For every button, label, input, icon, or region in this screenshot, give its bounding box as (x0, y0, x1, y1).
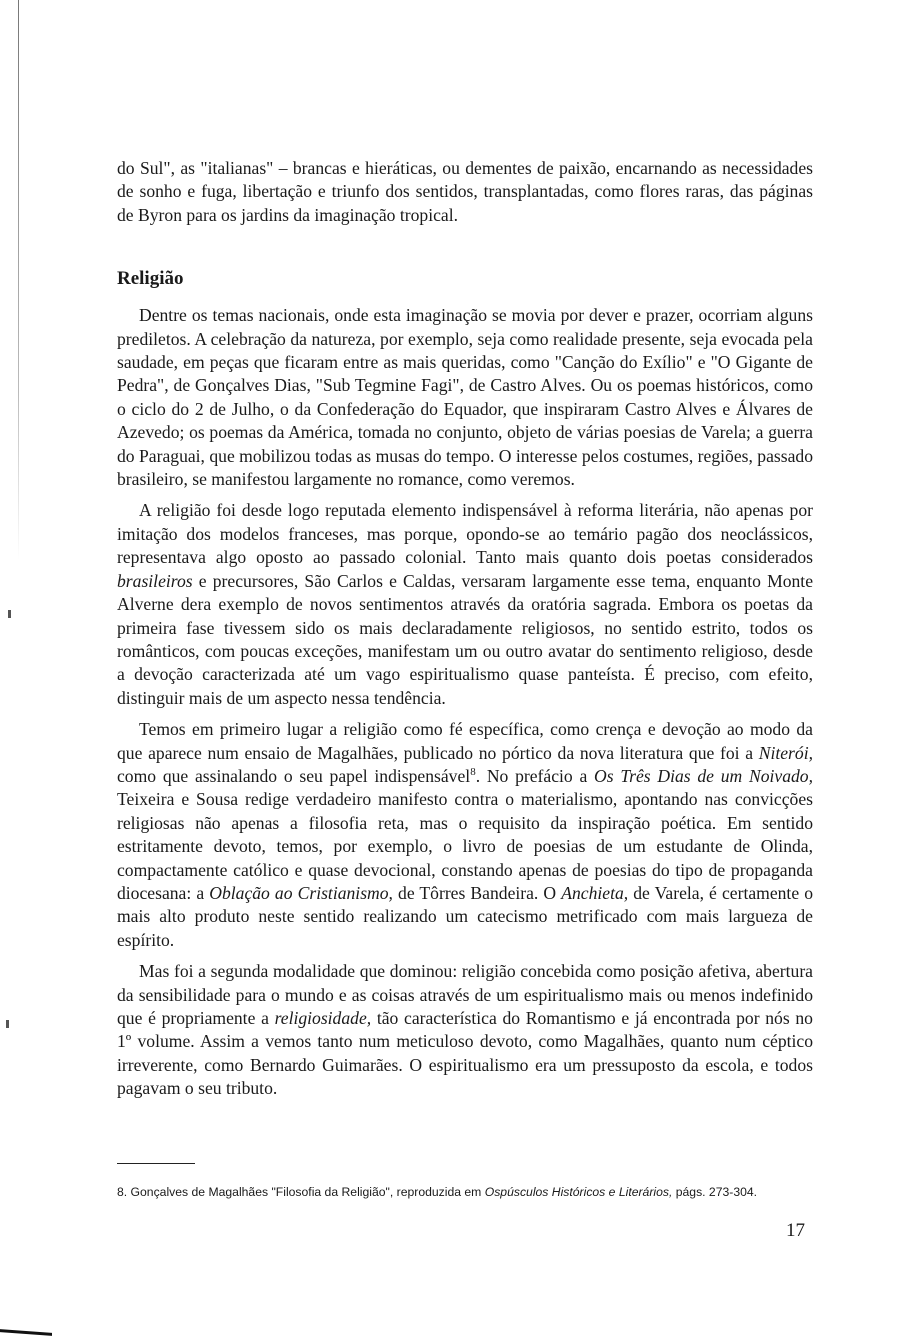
emphasis: religiosidade, (274, 1008, 372, 1028)
section-title: Religião (117, 268, 184, 290)
emphasis: Ospúsculos Históricos e Literários, (484, 1185, 673, 1200)
paragraph-2: A religião foi desde logo reputada elemento indispensável à reforma literária, não apenas por imitação dos modelos franceses, mas porque, opondo-se ao temário pagão dos neoclássicos, representava algo oposto ao passado colonial. Tanto mais quanto dois poetas considerados brasileiros e precursores, São Carlos e Caldas, versaram largamente esse tema, enquanto Monte Alverne dera exemplo de novos sentimentos através da oratória sagrada. Embora os poetas da primeira fase tivessem sido os mais declaradamente religiosos, no sentido estrito, todos os românticos, com poucas exceções, manifestam um ou outro avatar do sentimento religioso, desde a devoção caracterizada até um vago espiritualismo quase panteísta. É preciso, com efeito, distinguir mais de um aspecto nessa tendência. (117, 500, 813, 708)
scan-speck (8, 610, 11, 618)
scan-speck (6, 1020, 9, 1028)
emphasis: Anchieta, (561, 882, 629, 903)
page-body (117, 157, 813, 1109)
page-number: 17 (786, 1220, 805, 1241)
paragraph-1: Dentre os temas nacionais, onde esta imaginação se movia por dever e prazer, ocorriam alguns prediletos. A celebração da natureza, por exemplo, seja como realidade presente, seja evocada pela saudade, em peças que ficaram entre as mais queridas, como "Canção do Exílio" e "O Gigante de Pedra", de Gonçalves Dias, "Sub Tegmine Fagi", de Castro Alves. Ou os poemas históricos, como o ciclo do 2 de Julho, o da Confederação do Equador, que inspiraram Castro Alves e Álvares de Azevedo; os poemas da América, tomada no conjunto, objeto de várias poesias de Varela; a guerra do Paraguai, que mobilizou todas as musas do tempo. O interesse pelos costumes, regiões, passado brasileiro, se manifestou largamente no romance, como veremos. (117, 305, 813, 490)
scan-border-left (18, 0, 19, 560)
scan-corner-mark (0, 1329, 52, 1336)
footnote: 8. Gonçalves de Magalhães "Filosofia da Religião", reproduzida em Ospúsculos Históricos e Literários, págs. 273-304. (117, 1185, 758, 1200)
emphasis: brasileiros (117, 570, 193, 591)
footnote-divider (117, 1163, 195, 1164)
paragraph-3: Temos em primeiro lugar a religião como fé específica, como crença e devoção ao modo da que aparece num ensaio de Magalhães, publicado no pórtico da nova literatura que foi a Niterói, como que assinalando o seu papel indispensável$^8$. No prefácio a Os Três Dias de um Noivado, Teixeira e Sousa redige verdadeiro manifesto contra o materialismo, apontando nas convicções religiosas não apenas a filosofia reta, mas o requisito da inspiração poética. Em sentido estritamente devoto, temos, por exemplo, o livro de poesias de um estudante de Olinda, compactamente católico e quase devocional, constando apenas de poesias do tipo de propaganda diocesana: a Oblação ao Cristianismo, de Tôrres Bandeira. O Anchieta, de Varela, é certamente o mais alto produto neste sentido realizando um catecismo metrificado com mais largueza de espírito. (117, 719, 814, 950)
paragraph-4: Mas foi a segunda modalidade que dominou: religião concebida como posição afetiva, abertura da sensibilidade para o mundo e as coisas através de um espiritualismo mais ou menos indefinido que é propriamente a religiosidade, tão característica do Romantismo e já encontrada por nós no 1º volume. Assim a vemos tanto num meticuloso devoto, como Magalhães, quanto num céptico irreverente, como Bernardo Guimarães. O espiritualismo era um pressuposto da escola, e todos pagavam o seu tributo. (117, 961, 813, 1099)
footnote-ref: 8 (470, 765, 476, 778)
opening-paragraph: do Sul", as "italianas" – brancas e hieráticas, ou dementes de paixão, encarnando as necessidades de sonho e fuga, libertação e triunfo dos sentidos, transplantadas, como flores raras, das páginas de Byron para os jardins da imaginação tropical. (117, 158, 813, 225)
emphasis: Oblação ao Cristianismo, (209, 882, 393, 903)
emphasis: Os Três Dias de um Noivado, (594, 765, 813, 786)
emphasis: Niterói, (758, 742, 813, 763)
